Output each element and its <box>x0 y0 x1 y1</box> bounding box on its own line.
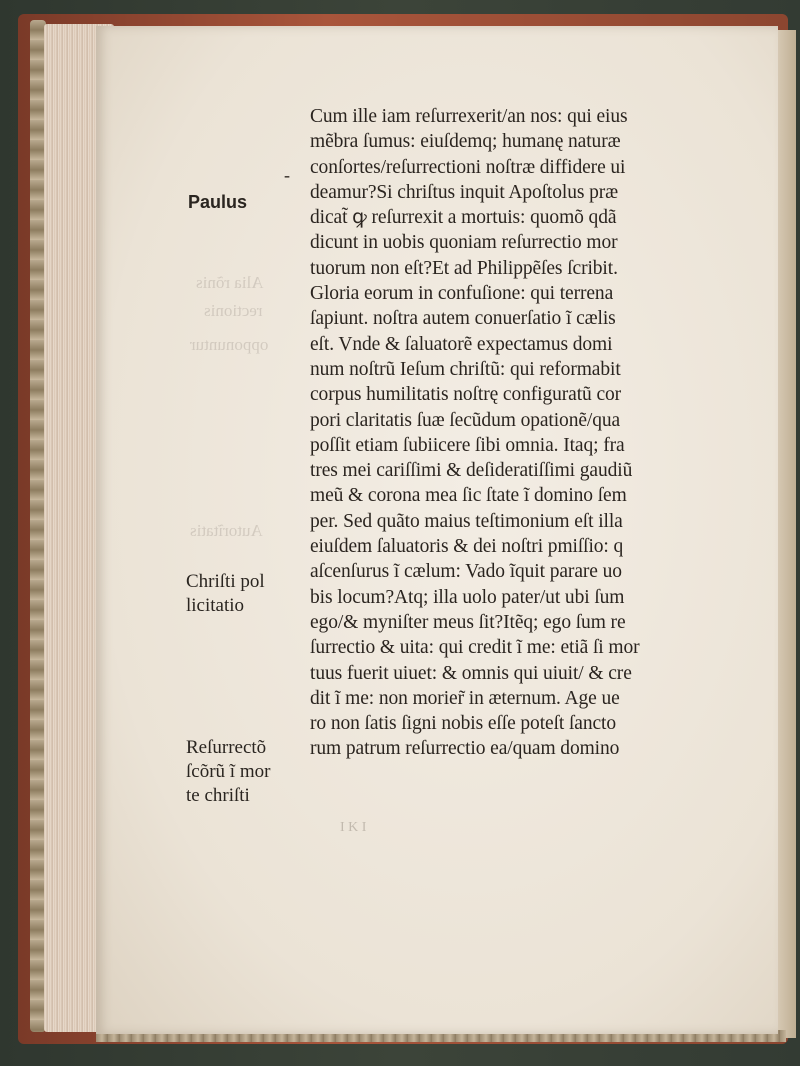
ghost-marginalia-3: opponuntur <box>190 335 269 354</box>
hyphen-mark: - <box>284 165 290 185</box>
text-line: num noſtrũ Ieſum chriſtũ: qui reformabit <box>310 358 621 380</box>
text-line: eiuſdem ſaluatoris & dei noſtri pmiſſio: q <box>310 536 624 558</box>
text-line: ſurrectio & uita: qui credit ĩ me: etiã ſi mor <box>310 637 640 659</box>
marginal-line: ſcõrũ ĩ mor <box>186 761 271 782</box>
text-line: pori claritatis ſuæ ſecũdum opationẽ/qua <box>310 409 621 431</box>
text-line: ego/& myniſter meus ſit?Itẽq; ego ſum re <box>310 611 626 633</box>
text-line: meũ & corona mea ſic ſtate ĩ domino ſem <box>310 485 627 507</box>
text-line: ro non ſatis ſigni nobis eſſe poteſt ſancto <box>310 713 617 735</box>
ghost-marginalia-1: Alia rõnis <box>196 273 264 292</box>
ghost-marginalia-4: Autorĩtatis <box>190 521 263 540</box>
text-line: mẽbra ſumus: eiuſdemq; humanę naturæ <box>310 131 621 153</box>
ghost-marginalia-2: rectionis <box>204 301 263 320</box>
marginal-note-resurrectio <box>186 736 270 808</box>
text-line: tres mei cariſſimi & deſideratiſſimi gaudiũ <box>310 460 633 482</box>
text-line: corpus humilitatis noſtrę configuratũ cor <box>310 384 622 406</box>
text-line: tuorum non eſt?Et ad Philippẽſes ſcribit. <box>310 257 618 279</box>
text-line: poſſit etiam ſubiicere ſibi omnia. Itaq; fra <box>310 434 625 456</box>
marginal-line: Chriſti pol <box>186 571 265 592</box>
text-line: Gloria eorum in confuſione: qui terrena <box>310 283 614 305</box>
marginal-note-christi <box>186 570 265 618</box>
text-line: per. Sed quãto maius teſtimonium eſt illa <box>310 510 623 532</box>
marginal-line: Reſurrectõ <box>186 737 267 758</box>
text-line: aſcenſurus ĩ cælum: Vado ĩquit parare uo <box>310 561 622 583</box>
marginal-line: te chriſti <box>186 785 250 806</box>
text-line: ſapiunt. noſtra autem conuerſatio ĩ cælis <box>310 308 616 330</box>
marginal-note-paulus: Paulus <box>188 192 248 212</box>
text-line: dicunt in uobis quoniam reſurrectio mor <box>310 232 618 254</box>
text-line: deamur?Si chriſtus inquit Apoſtolus præ <box>310 181 619 203</box>
text-line: conſortes/reſurrectioni noſtræ diffidere ui <box>310 156 626 178</box>
text-line: tuus fuerit uiuet: & omnis qui uiuit/ & cre <box>310 662 632 684</box>
folio-mark: I K I <box>340 820 367 835</box>
text-line: Cum ille iam reſurrexerit/an nos: qui eius <box>310 106 628 127</box>
text-line: eſt. Vnde & ſaluatorẽ expectamus domi <box>310 333 613 355</box>
text-line: dicat̃ ꝙ reſurrexit a mortuis: quomõ qdã <box>310 207 617 229</box>
text-line: dit ĩ me: non morier̃ in æternum. Age ue <box>310 687 620 709</box>
main-text-block <box>310 104 710 762</box>
marginal-line: licitatio <box>186 595 245 616</box>
text-line: bis locum?Atq; illa uolo pater/ut ubi ſum <box>310 586 625 608</box>
text-line: rum patrum reſurrectio ea/quam domino <box>310 738 620 760</box>
right-page-edge <box>776 30 796 1038</box>
